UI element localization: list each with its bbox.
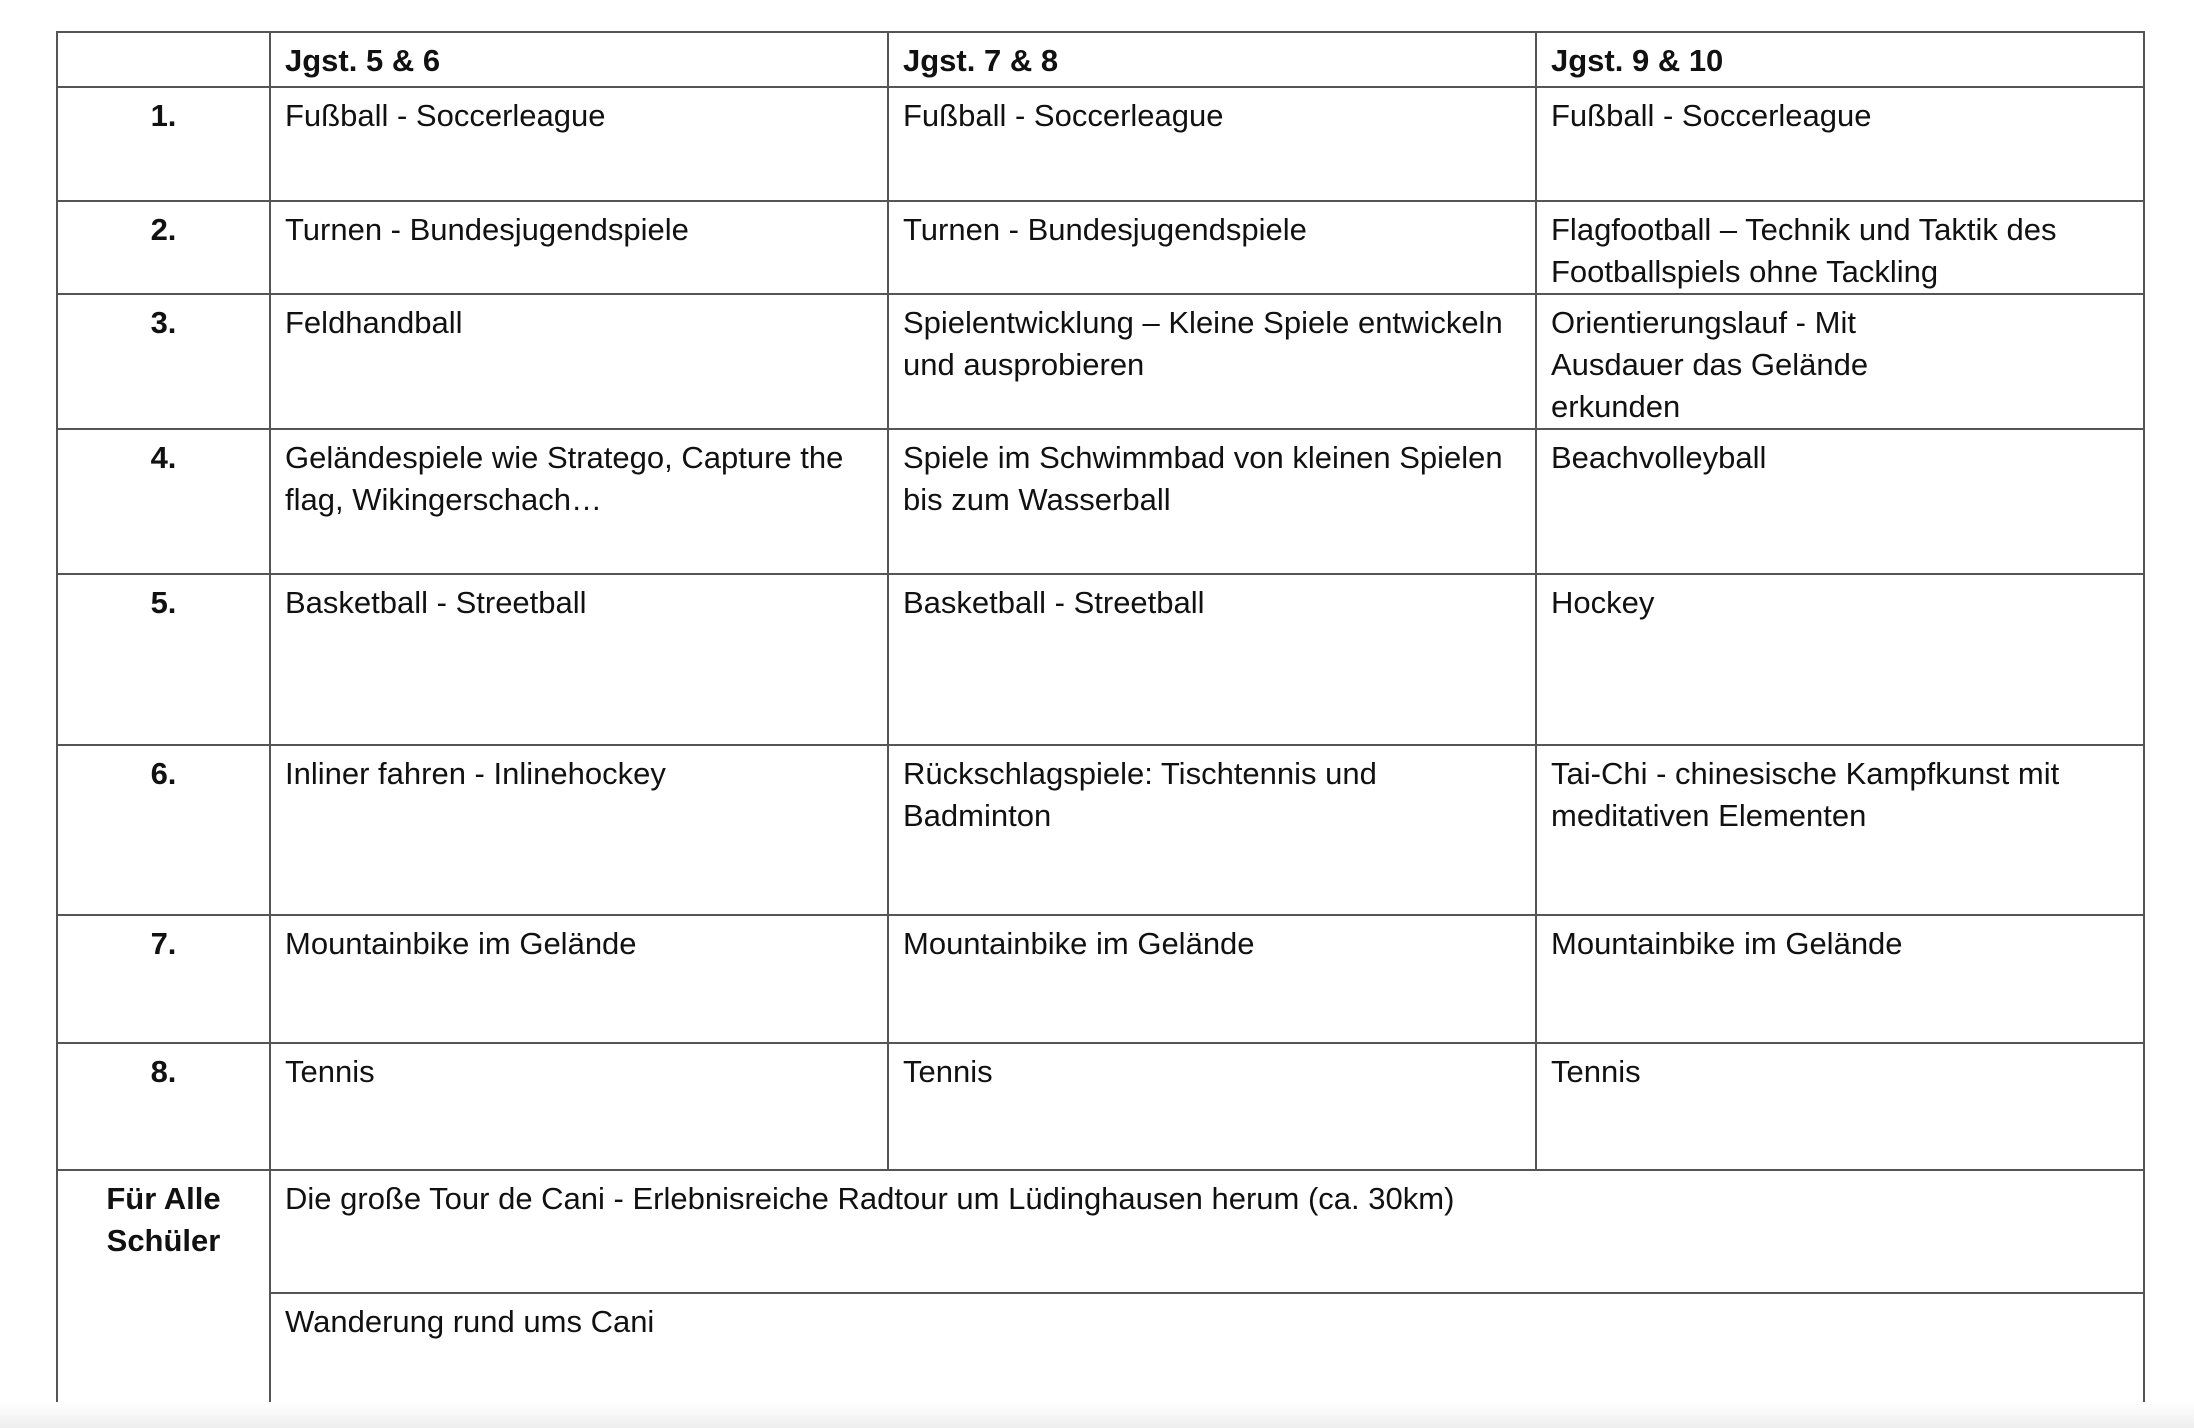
header-grade-5-6: Jgst. 5 & 6	[270, 32, 888, 87]
all-students-activity: Die große Tour de Cani - Erlebnisreiche Radtour um Lüdinghausen herum (ca. 30km)	[270, 1170, 2144, 1293]
cell-grade-5-6: Turnen - Bundesjugendspiele	[270, 201, 888, 294]
cell-grade-7-8: Rückschlagspiele: Tischtennis und Badminton	[888, 745, 1536, 915]
row-number: 7.	[57, 915, 270, 1043]
table-row	[57, 574, 2144, 745]
header-grade-7-8: Jgst. 7 & 8	[888, 32, 1536, 87]
all-students-label-line2: Schüler	[106, 1223, 221, 1258]
row-number: 4.	[57, 429, 270, 574]
header-row	[57, 32, 2144, 87]
cell-grade-7-8: Spielentwicklung – Kleine Spiele entwickeln und ausprobieren	[888, 294, 1536, 429]
cell-grade-5-6: Mountainbike im Gelände	[270, 915, 888, 1043]
cell-grade-9-10: Fußball - Soccerleague	[1536, 87, 2144, 201]
table-row	[57, 87, 2144, 201]
cell-grade-5-6: Basketball - Streetball	[270, 574, 888, 745]
cell-grade-9-10: Mountainbike im Gelände	[1536, 915, 2144, 1043]
table-row	[57, 429, 2144, 574]
table-row	[57, 745, 2144, 915]
table-row	[57, 201, 2144, 294]
cell-grade-5-6: Tennis	[270, 1043, 888, 1170]
all-students-activity: Wanderung rund ums Cani	[270, 1293, 2144, 1416]
cell-grade-7-8: Spiele im Schwimmbad von kleinen Spielen bis zum Wasserball	[888, 429, 1536, 574]
cell-grade-7-8: Tennis	[888, 1043, 1536, 1170]
header-cell-empty	[57, 32, 270, 87]
cell-grade-7-8: Mountainbike im Gelände	[888, 915, 1536, 1043]
sports-schedule-table	[56, 31, 2145, 1417]
row-number: 3.	[57, 294, 270, 429]
table-row	[57, 1043, 2144, 1170]
row-number: 1.	[57, 87, 270, 201]
row-number: 5.	[57, 574, 270, 745]
cell-grade-7-8: Turnen - Bundesjugendspiele	[888, 201, 1536, 294]
cell-grade-9-10: Tai-Chi - chinesische Kampfkunst mit meditativen Elementen	[1536, 745, 2144, 915]
all-students-row	[57, 1170, 2144, 1293]
all-students-row	[57, 1293, 2144, 1416]
cell-grade-9-10: Tennis	[1536, 1043, 2144, 1170]
cell-grade-5-6: Fußball - Soccerleague	[270, 87, 888, 201]
page-bottom-edge	[0, 1402, 2194, 1428]
table-row	[57, 294, 2144, 429]
row-number: 6.	[57, 745, 270, 915]
cell-grade-9-10: Beachvolleyball	[1536, 429, 2144, 574]
row-number: 8.	[57, 1043, 270, 1170]
cell-grade-9-10: Flagfootball – Technik und Taktik des Footballspiels ohne Tackling	[1536, 201, 2144, 294]
cell-grade-9-10: Orientierungslauf - Mit Ausdauer das Gelände erkunden	[1536, 294, 2144, 429]
cell-grade-7-8: Basketball - Streetball	[888, 574, 1536, 745]
all-students-label	[57, 1170, 270, 1416]
header-grade-9-10: Jgst. 9 & 10	[1536, 32, 2144, 87]
cell-grade-5-6: Geländespiele wie Stratego, Capture the flag, Wikingerschach…	[270, 429, 888, 574]
all-students-label-line1: Für Alle	[106, 1181, 221, 1216]
row-number: 2.	[57, 201, 270, 294]
cell-grade-7-8: Fußball - Soccerleague	[888, 87, 1536, 201]
cell-grade-5-6: Inliner fahren - Inlinehockey	[270, 745, 888, 915]
cell-grade-5-6: Feldhandball	[270, 294, 888, 429]
table-row	[57, 915, 2144, 1043]
cell-grade-9-10: Hockey	[1536, 574, 2144, 745]
